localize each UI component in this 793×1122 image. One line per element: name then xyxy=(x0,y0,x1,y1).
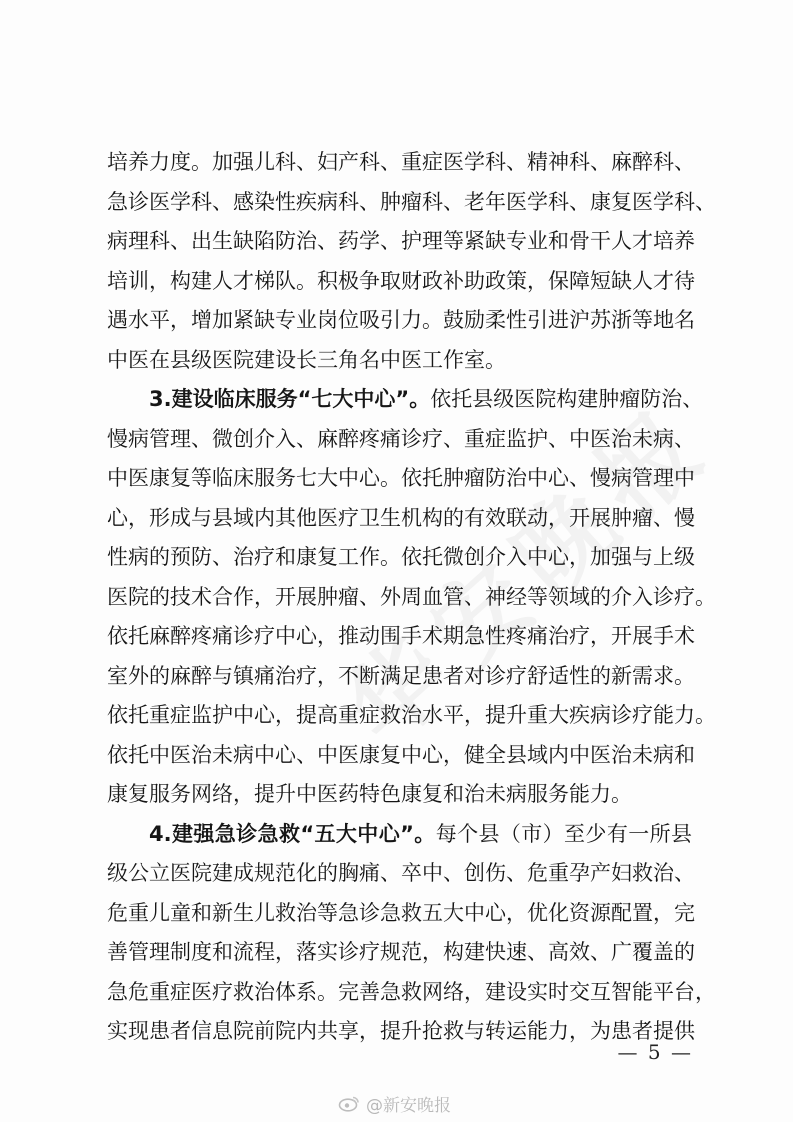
text-line: 室外的麻醉与镇痛治疗，不断满足患者对诊疗舒适性的新需求。 xyxy=(107,664,695,688)
paragraph-heading-line xyxy=(149,379,704,419)
weibo-icon xyxy=(338,1094,360,1112)
text-line: 医院的技术合作，开展肿瘤、外周血管、神经等领域的介入诊疗。 xyxy=(107,585,716,609)
text-line: 依托中医治未病中心、中医康复中心，健全县域内中医治未病和 xyxy=(107,743,695,767)
page-number: — 5 — xyxy=(617,1040,693,1064)
text-line: 慢病管理、微创介入、麻醉疼痛诊疗、重症监护、中医治未病、 xyxy=(107,427,695,451)
text-line: 中医在县级医院建设长三角名中医工作室。 xyxy=(107,348,506,372)
text-line: 培训，构建人才梯队。积极争取财政补助政策，保障短缺人才待 xyxy=(107,269,695,293)
text-line: 级公立医院建成规范化的胸痛、卒中、创伤、危重孕产妇救治、 xyxy=(107,861,695,885)
text-line: 依托重症监护中心，提高重症救治水平，提升重大疾病诊疗能力。 xyxy=(107,703,716,727)
text-line: 中医康复等临床服务七大中心。依托肿瘤防治中心、慢病管理中 xyxy=(107,466,695,490)
text-line: 依托麻醉疼痛诊疗中心，推动围手术期急性疼痛治疗，开展手术 xyxy=(107,624,695,648)
text-line: 康复服务网络，提升中医药特色康复和治未病服务能力。 xyxy=(107,782,632,806)
text-line: 实现患者信息院前院内共享，提升抢救与转运能力，为患者提供 xyxy=(107,1019,695,1043)
text-line: 急危重症医疗救治体系。完善急救网络，建设实时交互智能平台， xyxy=(107,980,716,1004)
text-line: 急诊医学科、感染性疾病科、肿瘤科、老年医学科、康复医学科、 xyxy=(107,190,716,214)
text-line: 危重儿童和新生儿救治等急诊急救五大中心，优化资源配置，完 xyxy=(107,901,695,925)
text-line: 善管理制度和流程，落实诊疗规范，构建快速、高效、广覆盖的 xyxy=(107,940,695,964)
text-run: 每个县（市）至少有一所县 xyxy=(435,822,692,846)
section-heading: 4.建强急诊急救“五大中心”。 xyxy=(149,822,436,846)
text-line: 性病的预防、治疗和康复工作。依托微创介入中心，加强与上级 xyxy=(107,545,695,569)
paragraph-heading-line xyxy=(149,814,692,854)
source-watermark xyxy=(338,1090,451,1116)
section-heading: 3.建设临床服务“七大中心”。 xyxy=(149,387,431,411)
text-run: 依托县级医院构建肿瘤防治、 xyxy=(430,387,704,411)
source-account-name: @新安晚报 xyxy=(366,1095,451,1116)
text-line: 遇水平，增加紧缺专业岗位吸引力。鼓励柔性引进沪苏浙等地名 xyxy=(107,308,695,332)
text-line: 心，形成与县域内其他医疗卫生机构的有效联动，开展肿瘤、慢 xyxy=(107,506,695,530)
text-line: 培养力度。加强儿科、妇产科、重症医学科、精神科、麻醉科、 xyxy=(107,150,695,174)
text-line: 病理科、出生缺陷防治、药学、护理等紧缺专业和骨干人才培养 xyxy=(107,229,695,253)
